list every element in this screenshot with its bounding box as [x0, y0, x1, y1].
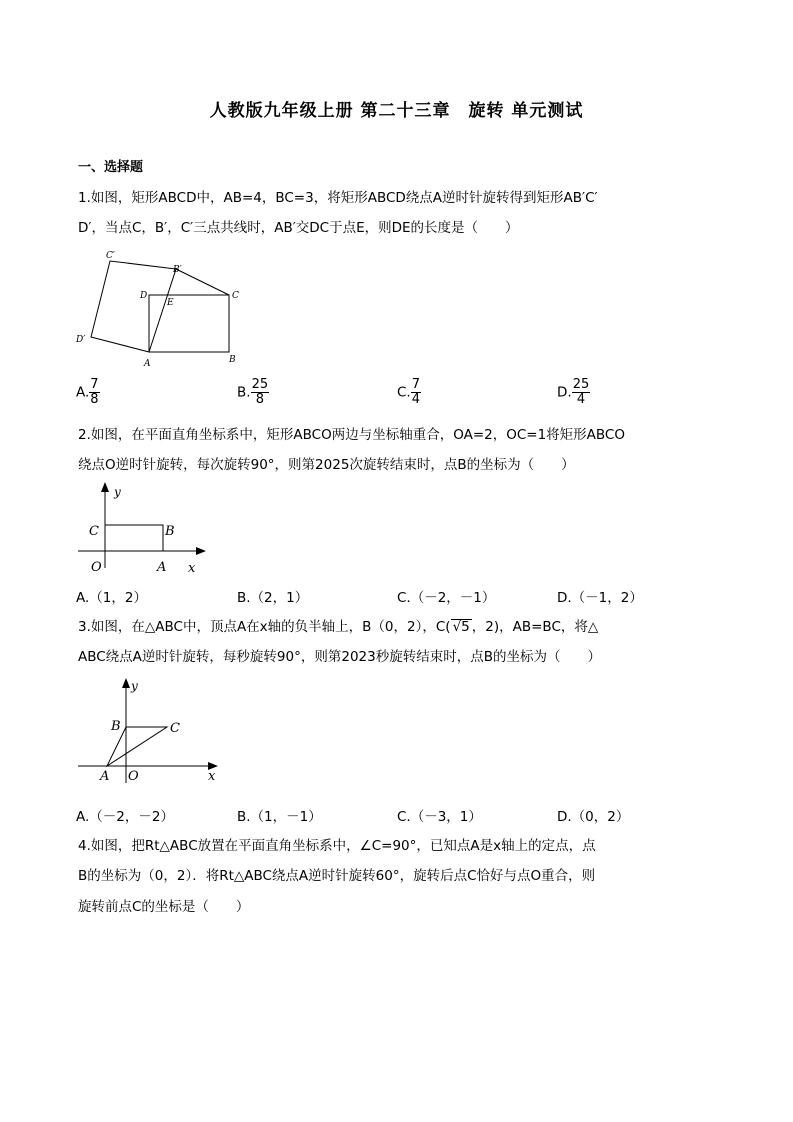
q2-line2: 绕点O逆时针旋转，每次旋转90°，则第2025次旋转结束时，点B的坐标为（ ）	[78, 457, 575, 473]
q3-option-b[interactable]: B.（1，－1）	[237, 809, 322, 825]
q2-figure	[70, 480, 210, 575]
q2-label-c: C	[89, 524, 99, 539]
q1-line1: 1.如图，矩形ABCD中，AB=4，BC=3，将矩形ABCD绕点A逆时针旋转得到矩形AB′C′	[78, 190, 598, 206]
q3-line2: ABC绕点A逆时针旋转，每秒旋转90°，则第2023秒旋转结束时，点B的坐标为（ ）	[78, 649, 601, 665]
q2-option-a[interactable]: A.（1，2）	[76, 590, 147, 606]
q2-label-a: A	[157, 560, 167, 575]
q2-label-x: x	[188, 561, 196, 575]
q3-label-x: x	[208, 769, 216, 784]
q3-line1: 3.如图，在△ABC中，顶点A在x轴的负半轴上，B（0，2），C( √5 ，2)，AB=BC，将△	[78, 619, 599, 635]
q3-label-b: B	[111, 719, 121, 734]
page-title: 人教版九年级上册 第二十三章 旋转 单元测试	[209, 101, 584, 121]
q2-label-y: y	[114, 485, 121, 499]
q3-label-c: C	[170, 721, 180, 736]
y-axis-arrow	[122, 678, 130, 688]
x-axis-arrow	[196, 547, 206, 555]
q1-label-c: C	[232, 291, 239, 301]
q4-line2: B的坐标为（0，2）．将Rt△ABC绕点A逆时针旋转60°，旋转后点C恰好与点O重合，则	[78, 868, 596, 884]
q2-option-b[interactable]: B.（2，1）	[237, 590, 309, 606]
q1-label-d: D	[140, 291, 148, 301]
q1-label-d-prime: D′	[76, 335, 86, 345]
sqrt-expression: √5	[452, 619, 470, 635]
q2-option-d[interactable]: D.（－1，2）	[557, 590, 643, 606]
q1-option-b[interactable]: B. $\frac{25}{8}$	[237, 377, 269, 407]
q3-label-o: O	[128, 769, 139, 784]
q3-option-a[interactable]: A.（－2，－2）	[76, 809, 174, 825]
q1-label-c-prime: C′	[106, 251, 115, 261]
q1-label-b: B	[229, 355, 236, 365]
rect-abco	[105, 525, 163, 551]
q2-line1: 2.如图，在平面直角坐标系中，矩形ABCO两边与坐标轴重合，OA=2，OC=1将矩形ABCO	[78, 427, 625, 443]
rect-ab-c-d	[91, 261, 176, 352]
q3-label-y: y	[131, 679, 138, 693]
q3-option-c[interactable]: C.（－3，1）	[397, 809, 482, 825]
q4-line1: 4.如图，把Rt△ABC放置在平面直角坐标系中，∠C=90°，已知点A是x轴上的定点，点	[78, 838, 596, 854]
q1-figure	[70, 245, 250, 370]
section-heading: 一、选择题	[78, 160, 144, 175]
line-b-c	[176, 269, 229, 295]
q4-line3: 旋转前点C的坐标是（ ）	[78, 899, 250, 915]
q1-option-a[interactable]: A. $\frac{7}{8}$	[76, 377, 99, 407]
q3-option-d[interactable]: D.（0，2）	[557, 809, 630, 825]
y-axis-arrow	[101, 482, 109, 492]
q1-option-d[interactable]: D. $\frac{25}{4}$	[557, 377, 590, 407]
rect-abcd	[149, 295, 229, 352]
q1-line2: D′，当点C，B′，C′三点共线时，AB′交DC于点E，则DE的长度是（ ）	[78, 220, 519, 236]
q3-label-a: A	[100, 769, 110, 784]
q1-option-c[interactable]: C. $\frac{7}{4}$	[397, 377, 420, 407]
q1-label-b-prime: B′	[173, 265, 182, 275]
q2-label-o: O	[91, 560, 102, 575]
q1-label-a: A	[144, 359, 151, 369]
q1-label-e: E	[167, 298, 174, 308]
q2-label-b: B	[165, 524, 175, 539]
q2-option-c[interactable]: C.（－2，－1）	[397, 590, 496, 606]
q3-figure	[70, 673, 225, 788]
